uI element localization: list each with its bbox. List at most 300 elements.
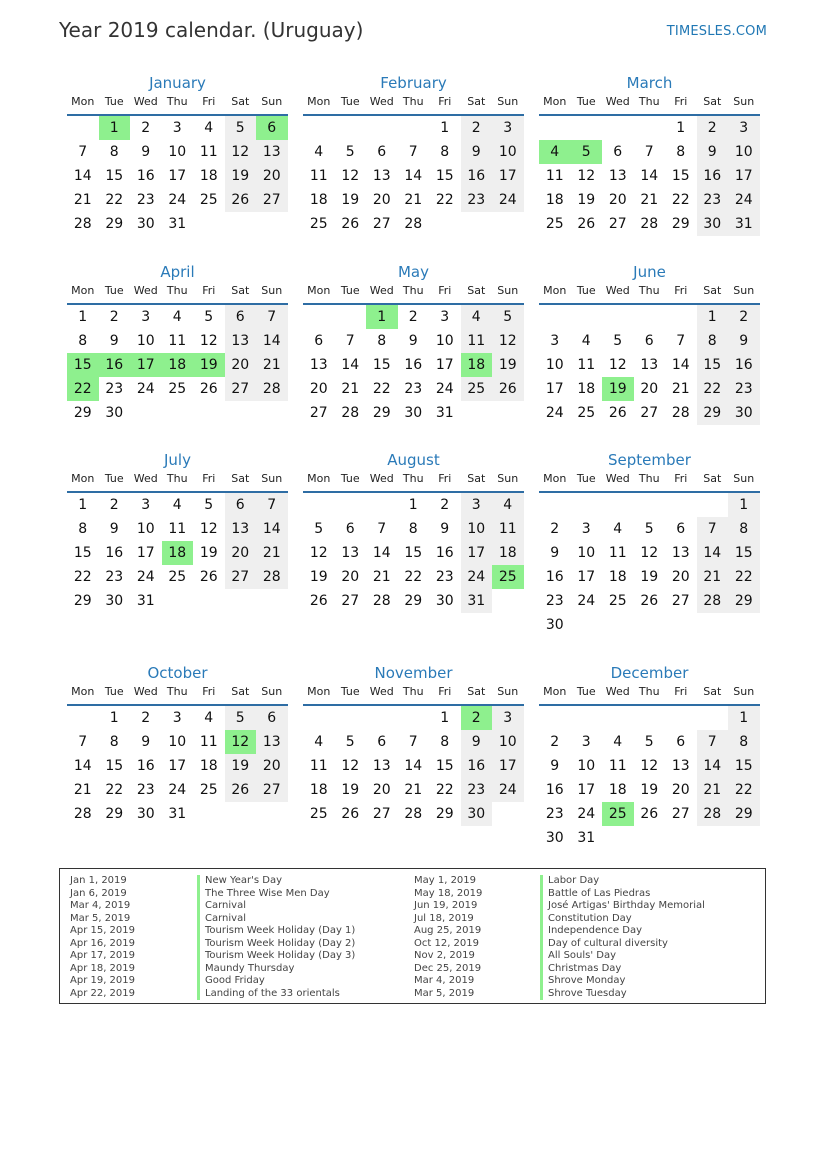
day-cell[interactable]: 12 xyxy=(608,357,627,373)
weekend-day-cell[interactable]: 4 xyxy=(492,493,524,517)
day-cell[interactable]: 10 xyxy=(168,734,187,750)
weekend-day-cell[interactable]: 26 xyxy=(492,377,524,401)
day-cell[interactable]: 18 xyxy=(608,569,627,585)
day-cell[interactable]: 14 xyxy=(404,758,423,774)
day-cell[interactable]: 3 xyxy=(172,120,182,136)
day-cell[interactable]: 11 xyxy=(577,357,596,373)
weekend-day-cell[interactable]: 2 xyxy=(461,116,493,140)
day-cell[interactable]: 21 xyxy=(341,381,360,397)
day-cell[interactable]: 29 xyxy=(105,216,124,232)
weekend-day-cell[interactable]: 19 xyxy=(492,353,524,377)
day-cell[interactable]: 21 xyxy=(404,782,423,798)
day-cell[interactable]: 17 xyxy=(136,545,155,561)
day-cell[interactable]: 2 xyxy=(440,497,450,513)
day-cell[interactable]: 4 xyxy=(613,521,623,537)
day-cell[interactable]: 7 xyxy=(377,521,387,537)
day-cell[interactable]: 11 xyxy=(309,758,328,774)
weekend-day-cell[interactable]: 5 xyxy=(492,305,524,329)
day-cell[interactable]: 20 xyxy=(309,381,328,397)
day-cell[interactable]: 6 xyxy=(676,734,686,750)
weekend-day-cell[interactable]: 23 xyxy=(461,188,493,212)
weekend-day-cell[interactable]: 27 xyxy=(225,377,257,401)
day-cell[interactable]: 29 xyxy=(671,216,690,232)
weekend-day-cell[interactable]: 10 xyxy=(461,517,493,541)
weekend-day-cell[interactable]: 14 xyxy=(697,754,729,778)
day-cell[interactable]: 29 xyxy=(73,593,92,609)
day-cell[interactable]: 27 xyxy=(309,405,328,421)
weekend-day-cell[interactable]: 12 xyxy=(225,140,257,164)
day-cell[interactable]: 22 xyxy=(105,782,124,798)
day-cell[interactable]: 16 xyxy=(545,569,564,585)
weekend-day-cell[interactable]: 9 xyxy=(728,329,760,353)
weekend-day-cell[interactable]: 13 xyxy=(256,140,288,164)
day-cell[interactable]: 27 xyxy=(341,593,360,609)
day-cell[interactable]: 6 xyxy=(314,333,324,349)
day-cell[interactable]: 17 xyxy=(435,357,454,373)
day-cell[interactable]: 11 xyxy=(309,168,328,184)
weekend-day-cell[interactable]: 12 xyxy=(492,329,524,353)
day-cell[interactable]: 25 xyxy=(545,216,564,232)
day-cell[interactable]: 6 xyxy=(613,144,623,160)
day-cell[interactable]: 30 xyxy=(105,405,124,421)
weekend-day-cell[interactable]: 11 xyxy=(461,329,493,353)
weekend-day-cell[interactable]: 24 xyxy=(492,188,524,212)
weekend-day-cell[interactable]: 28 xyxy=(697,802,729,826)
day-cell[interactable]: 8 xyxy=(440,144,450,160)
day-cell[interactable]: 27 xyxy=(608,216,627,232)
weekend-day-cell[interactable]: 24 xyxy=(492,778,524,802)
weekend-day-cell[interactable]: 9 xyxy=(461,730,493,754)
weekend-day-cell[interactable]: 15 xyxy=(728,754,760,778)
day-cell[interactable]: 2 xyxy=(141,710,151,726)
day-cell[interactable]: 17 xyxy=(577,569,596,585)
day-cell[interactable]: 22 xyxy=(105,192,124,208)
weekend-day-cell[interactable]: 24 xyxy=(728,188,760,212)
weekend-day-cell[interactable]: 22 xyxy=(728,778,760,802)
day-cell[interactable]: 7 xyxy=(644,144,654,160)
weekend-day-cell[interactable]: 11 xyxy=(492,517,524,541)
day-cell[interactable]: 19 xyxy=(577,192,596,208)
day-cell[interactable]: 20 xyxy=(640,381,659,397)
weekend-day-cell[interactable]: 9 xyxy=(461,140,493,164)
day-cell[interactable]: 2 xyxy=(109,497,119,513)
day-cell[interactable]: 13 xyxy=(309,357,328,373)
day-cell[interactable]: 14 xyxy=(404,168,423,184)
weekend-day-cell[interactable]: 13 xyxy=(256,730,288,754)
day-cell[interactable]: 24 xyxy=(136,381,155,397)
day-cell[interactable]: 25 xyxy=(168,569,187,585)
day-cell[interactable]: 4 xyxy=(204,710,214,726)
weekend-day-cell[interactable]: 7 xyxy=(256,493,288,517)
day-cell[interactable]: 20 xyxy=(671,782,690,798)
weekend-day-cell[interactable]: 10 xyxy=(728,140,760,164)
day-cell[interactable]: 19 xyxy=(640,569,659,585)
day-cell[interactable]: 25 xyxy=(199,192,218,208)
weekend-day-cell[interactable]: 15 xyxy=(697,353,729,377)
weekend-day-cell[interactable]: 3 xyxy=(492,706,524,730)
day-cell[interactable]: 2 xyxy=(109,309,119,325)
day-cell[interactable]: 26 xyxy=(309,593,328,609)
weekend-day-cell[interactable]: 14 xyxy=(256,329,288,353)
day-cell[interactable]: 18 xyxy=(309,782,328,798)
weekend-day-cell[interactable]: 6 xyxy=(225,305,257,329)
day-cell[interactable]: 23 xyxy=(404,381,423,397)
weekend-day-cell[interactable]: 29 xyxy=(697,401,729,425)
weekend-day-cell[interactable]: 14 xyxy=(256,517,288,541)
day-cell[interactable]: 11 xyxy=(608,545,627,561)
weekend-day-cell[interactable]: 21 xyxy=(256,541,288,565)
day-cell[interactable]: 29 xyxy=(435,806,454,822)
day-cell[interactable]: 7 xyxy=(345,333,355,349)
holiday-day-cell[interactable]: 1 xyxy=(99,116,131,140)
day-cell[interactable]: 25 xyxy=(608,593,627,609)
day-cell[interactable]: 4 xyxy=(314,734,324,750)
day-cell[interactable]: 18 xyxy=(545,192,564,208)
day-cell[interactable]: 15 xyxy=(404,545,423,561)
day-cell[interactable]: 19 xyxy=(341,782,360,798)
day-cell[interactable]: 1 xyxy=(676,120,686,136)
day-cell[interactable]: 23 xyxy=(105,569,124,585)
day-cell[interactable]: 8 xyxy=(408,521,418,537)
day-cell[interactable]: 15 xyxy=(435,758,454,774)
day-cell[interactable]: 19 xyxy=(341,192,360,208)
day-cell[interactable]: 4 xyxy=(613,734,623,750)
day-cell[interactable]: 7 xyxy=(78,144,88,160)
weekend-day-cell[interactable]: 10 xyxy=(492,730,524,754)
day-cell[interactable]: 28 xyxy=(404,216,423,232)
day-cell[interactable]: 1 xyxy=(408,497,418,513)
weekend-day-cell[interactable]: 30 xyxy=(461,802,493,826)
weekend-day-cell[interactable]: 8 xyxy=(697,329,729,353)
day-cell[interactable]: 12 xyxy=(309,545,328,561)
weekend-day-cell[interactable]: 4 xyxy=(461,305,493,329)
day-cell[interactable]: 19 xyxy=(309,569,328,585)
day-cell[interactable]: 10 xyxy=(577,758,596,774)
weekend-day-cell[interactable]: 6 xyxy=(225,493,257,517)
day-cell[interactable]: 22 xyxy=(404,569,423,585)
weekend-day-cell[interactable]: 7 xyxy=(256,305,288,329)
day-cell[interactable]: 26 xyxy=(199,569,218,585)
weekend-day-cell[interactable]: 20 xyxy=(225,353,257,377)
day-cell[interactable]: 18 xyxy=(608,782,627,798)
day-cell[interactable]: 15 xyxy=(372,357,391,373)
weekend-day-cell[interactable]: 21 xyxy=(697,778,729,802)
day-cell[interactable]: 29 xyxy=(73,405,92,421)
weekend-day-cell[interactable]: 19 xyxy=(225,164,257,188)
day-cell[interactable]: 5 xyxy=(314,521,324,537)
holiday-day-cell[interactable]: 18 xyxy=(162,541,194,565)
day-cell[interactable]: 13 xyxy=(671,758,690,774)
day-cell[interactable]: 20 xyxy=(372,192,391,208)
day-cell[interactable]: 15 xyxy=(73,545,92,561)
weekend-day-cell[interactable]: 22 xyxy=(728,565,760,589)
weekend-day-cell[interactable]: 5 xyxy=(225,116,257,140)
day-cell[interactable]: 27 xyxy=(671,593,690,609)
day-cell[interactable]: 5 xyxy=(345,734,355,750)
day-cell[interactable]: 14 xyxy=(640,168,659,184)
day-cell[interactable]: 28 xyxy=(73,216,92,232)
day-cell[interactable]: 23 xyxy=(545,806,564,822)
day-cell[interactable]: 19 xyxy=(640,782,659,798)
day-cell[interactable]: 18 xyxy=(309,192,328,208)
weekend-day-cell[interactable]: 15 xyxy=(728,541,760,565)
day-cell[interactable]: 17 xyxy=(168,168,187,184)
day-cell[interactable]: 23 xyxy=(136,192,155,208)
day-cell[interactable]: 31 xyxy=(168,216,187,232)
weekend-day-cell[interactable]: 2 xyxy=(728,305,760,329)
day-cell[interactable]: 2 xyxy=(550,734,560,750)
day-cell[interactable]: 4 xyxy=(581,333,591,349)
day-cell[interactable]: 4 xyxy=(172,309,182,325)
day-cell[interactable]: 26 xyxy=(608,405,627,421)
day-cell[interactable]: 3 xyxy=(172,710,182,726)
day-cell[interactable]: 27 xyxy=(372,216,391,232)
holiday-day-cell[interactable]: 18 xyxy=(162,353,194,377)
day-cell[interactable]: 3 xyxy=(550,333,560,349)
day-cell[interactable]: 16 xyxy=(136,758,155,774)
day-cell[interactable]: 6 xyxy=(676,521,686,537)
day-cell[interactable]: 13 xyxy=(640,357,659,373)
holiday-day-cell[interactable]: 22 xyxy=(67,377,99,401)
day-cell[interactable]: 13 xyxy=(341,545,360,561)
day-cell[interactable]: 27 xyxy=(372,806,391,822)
day-cell[interactable]: 24 xyxy=(168,192,187,208)
day-cell[interactable]: 21 xyxy=(404,192,423,208)
day-cell[interactable]: 29 xyxy=(105,806,124,822)
day-cell[interactable]: 25 xyxy=(309,216,328,232)
weekend-day-cell[interactable]: 16 xyxy=(728,353,760,377)
day-cell[interactable]: 5 xyxy=(204,309,214,325)
day-cell[interactable]: 4 xyxy=(204,120,214,136)
day-cell[interactable]: 31 xyxy=(168,806,187,822)
weekend-day-cell[interactable]: 18 xyxy=(492,541,524,565)
day-cell[interactable]: 13 xyxy=(608,168,627,184)
day-cell[interactable]: 5 xyxy=(204,497,214,513)
day-cell[interactable]: 5 xyxy=(644,734,654,750)
day-cell[interactable]: 30 xyxy=(545,830,564,846)
day-cell[interactable]: 30 xyxy=(545,617,564,633)
day-cell[interactable]: 25 xyxy=(199,782,218,798)
holiday-day-cell[interactable]: 19 xyxy=(193,353,225,377)
day-cell[interactable]: 10 xyxy=(577,545,596,561)
day-cell[interactable]: 13 xyxy=(671,545,690,561)
day-cell[interactable]: 16 xyxy=(136,168,155,184)
day-cell[interactable]: 23 xyxy=(435,569,454,585)
day-cell[interactable]: 28 xyxy=(640,216,659,232)
holiday-day-cell[interactable]: 15 xyxy=(67,353,99,377)
holiday-day-cell[interactable]: 16 xyxy=(99,353,131,377)
day-cell[interactable]: 21 xyxy=(671,381,690,397)
weekend-day-cell[interactable]: 29 xyxy=(728,802,760,826)
day-cell[interactable]: 31 xyxy=(136,593,155,609)
day-cell[interactable]: 30 xyxy=(435,593,454,609)
day-cell[interactable]: 29 xyxy=(372,405,391,421)
day-cell[interactable]: 21 xyxy=(372,569,391,585)
day-cell[interactable]: 1 xyxy=(109,710,119,726)
day-cell[interactable]: 11 xyxy=(608,758,627,774)
weekend-day-cell[interactable]: 2 xyxy=(697,116,729,140)
weekend-day-cell[interactable]: 28 xyxy=(256,565,288,589)
day-cell[interactable]: 11 xyxy=(168,333,187,349)
weekend-day-cell[interactable]: 26 xyxy=(225,778,257,802)
day-cell[interactable]: 28 xyxy=(73,806,92,822)
day-cell[interactable]: 16 xyxy=(545,782,564,798)
day-cell[interactable]: 10 xyxy=(435,333,454,349)
weekend-day-cell[interactable]: 21 xyxy=(697,565,729,589)
day-cell[interactable]: 8 xyxy=(109,734,119,750)
day-cell[interactable]: 12 xyxy=(341,168,360,184)
weekend-day-cell[interactable]: 27 xyxy=(256,188,288,212)
day-cell[interactable]: 21 xyxy=(640,192,659,208)
day-cell[interactable]: 8 xyxy=(377,333,387,349)
day-cell[interactable]: 18 xyxy=(199,758,218,774)
day-cell[interactable]: 19 xyxy=(199,545,218,561)
day-cell[interactable]: 9 xyxy=(109,333,119,349)
day-cell[interactable]: 8 xyxy=(109,144,119,160)
day-cell[interactable]: 1 xyxy=(440,710,450,726)
day-cell[interactable]: 5 xyxy=(644,521,654,537)
day-cell[interactable]: 30 xyxy=(136,216,155,232)
day-cell[interactable]: 28 xyxy=(404,806,423,822)
day-cell[interactable]: 10 xyxy=(136,521,155,537)
day-cell[interactable]: 16 xyxy=(404,357,423,373)
day-cell[interactable]: 22 xyxy=(73,569,92,585)
weekend-day-cell[interactable]: 6 xyxy=(256,706,288,730)
day-cell[interactable]: 2 xyxy=(141,120,151,136)
weekend-day-cell[interactable]: 20 xyxy=(225,541,257,565)
day-cell[interactable]: 4 xyxy=(314,144,324,160)
day-cell[interactable]: 25 xyxy=(309,806,328,822)
day-cell[interactable]: 14 xyxy=(671,357,690,373)
day-cell[interactable]: 29 xyxy=(404,593,423,609)
day-cell[interactable]: 9 xyxy=(141,144,151,160)
day-cell[interactable]: 16 xyxy=(105,545,124,561)
weekend-day-cell[interactable]: 17 xyxy=(492,754,524,778)
day-cell[interactable]: 24 xyxy=(545,405,564,421)
day-cell[interactable]: 14 xyxy=(73,758,92,774)
weekend-day-cell[interactable]: 17 xyxy=(492,164,524,188)
day-cell[interactable]: 5 xyxy=(613,333,623,349)
day-cell[interactable]: 7 xyxy=(408,734,418,750)
day-cell[interactable]: 3 xyxy=(141,497,151,513)
day-cell[interactable]: 16 xyxy=(435,545,454,561)
holiday-day-cell[interactable]: 12 xyxy=(225,730,257,754)
day-cell[interactable]: 13 xyxy=(372,758,391,774)
day-cell[interactable]: 1 xyxy=(78,309,88,325)
day-cell[interactable]: 26 xyxy=(640,806,659,822)
holiday-day-cell[interactable]: 1 xyxy=(366,305,398,329)
day-cell[interactable]: 12 xyxy=(640,545,659,561)
day-cell[interactable]: 6 xyxy=(377,734,387,750)
weekend-day-cell[interactable]: 14 xyxy=(697,541,729,565)
day-cell[interactable]: 3 xyxy=(440,309,450,325)
day-cell[interactable]: 10 xyxy=(545,357,564,373)
day-cell[interactable]: 12 xyxy=(199,521,218,537)
day-cell[interactable]: 30 xyxy=(105,593,124,609)
day-cell[interactable]: 3 xyxy=(141,309,151,325)
weekend-day-cell[interactable]: 13 xyxy=(225,517,257,541)
weekend-day-cell[interactable]: 16 xyxy=(461,754,493,778)
day-cell[interactable]: 15 xyxy=(671,168,690,184)
weekend-day-cell[interactable]: 20 xyxy=(256,754,288,778)
day-cell[interactable]: 24 xyxy=(577,806,596,822)
day-cell[interactable]: 4 xyxy=(172,497,182,513)
weekend-day-cell[interactable]: 10 xyxy=(492,140,524,164)
weekend-day-cell[interactable]: 8 xyxy=(728,730,760,754)
weekend-day-cell[interactable]: 27 xyxy=(225,565,257,589)
holiday-day-cell[interactable]: 4 xyxy=(539,140,571,164)
weekend-day-cell[interactable]: 30 xyxy=(697,212,729,236)
day-cell[interactable]: 20 xyxy=(341,569,360,585)
weekend-day-cell[interactable]: 17 xyxy=(728,164,760,188)
day-cell[interactable]: 22 xyxy=(372,381,391,397)
day-cell[interactable]: 1 xyxy=(78,497,88,513)
weekend-day-cell[interactable]: 31 xyxy=(461,589,493,613)
day-cell[interactable]: 28 xyxy=(671,405,690,421)
day-cell[interactable]: 12 xyxy=(577,168,596,184)
day-cell[interactable]: 24 xyxy=(168,782,187,798)
weekend-day-cell[interactable]: 23 xyxy=(461,778,493,802)
day-cell[interactable]: 3 xyxy=(581,521,591,537)
day-cell[interactable]: 15 xyxy=(435,168,454,184)
weekend-day-cell[interactable]: 1 xyxy=(728,493,760,517)
day-cell[interactable]: 24 xyxy=(136,569,155,585)
day-cell[interactable]: 11 xyxy=(199,144,218,160)
brand-link[interactable]: TIMESLES.COM xyxy=(666,24,767,39)
weekend-day-cell[interactable]: 31 xyxy=(728,212,760,236)
holiday-day-cell[interactable]: 2 xyxy=(461,706,493,730)
weekend-day-cell[interactable]: 7 xyxy=(697,730,729,754)
day-cell[interactable]: 6 xyxy=(377,144,387,160)
day-cell[interactable]: 3 xyxy=(581,734,591,750)
day-cell[interactable]: 21 xyxy=(73,192,92,208)
weekend-day-cell[interactable]: 16 xyxy=(461,164,493,188)
weekend-day-cell[interactable]: 22 xyxy=(697,377,729,401)
day-cell[interactable]: 2 xyxy=(550,521,560,537)
day-cell[interactable]: 15 xyxy=(105,168,124,184)
day-cell[interactable]: 1 xyxy=(440,120,450,136)
day-cell[interactable]: 30 xyxy=(404,405,423,421)
day-cell[interactable]: 2 xyxy=(408,309,418,325)
day-cell[interactable]: 27 xyxy=(640,405,659,421)
weekend-day-cell[interactable]: 3 xyxy=(461,493,493,517)
day-cell[interactable]: 12 xyxy=(640,758,659,774)
day-cell[interactable]: 22 xyxy=(435,192,454,208)
day-cell[interactable]: 20 xyxy=(372,782,391,798)
holiday-day-cell[interactable]: 25 xyxy=(492,565,524,589)
day-cell[interactable]: 31 xyxy=(435,405,454,421)
day-cell[interactable]: 8 xyxy=(78,333,88,349)
day-cell[interactable]: 9 xyxy=(550,758,560,774)
day-cell[interactable]: 31 xyxy=(577,830,596,846)
weekend-day-cell[interactable]: 7 xyxy=(697,517,729,541)
day-cell[interactable]: 28 xyxy=(341,405,360,421)
day-cell[interactable]: 26 xyxy=(577,216,596,232)
day-cell[interactable]: 7 xyxy=(408,144,418,160)
day-cell[interactable]: 20 xyxy=(608,192,627,208)
day-cell[interactable]: 9 xyxy=(440,521,450,537)
holiday-day-cell[interactable]: 6 xyxy=(256,116,288,140)
day-cell[interactable]: 18 xyxy=(577,381,596,397)
day-cell[interactable]: 23 xyxy=(136,782,155,798)
holiday-day-cell[interactable]: 19 xyxy=(602,377,634,401)
day-cell[interactable]: 25 xyxy=(168,381,187,397)
day-cell[interactable]: 7 xyxy=(676,333,686,349)
day-cell[interactable]: 24 xyxy=(577,593,596,609)
weekend-day-cell[interactable]: 28 xyxy=(256,377,288,401)
weekend-day-cell[interactable]: 13 xyxy=(225,329,257,353)
weekend-day-cell[interactable]: 30 xyxy=(728,401,760,425)
